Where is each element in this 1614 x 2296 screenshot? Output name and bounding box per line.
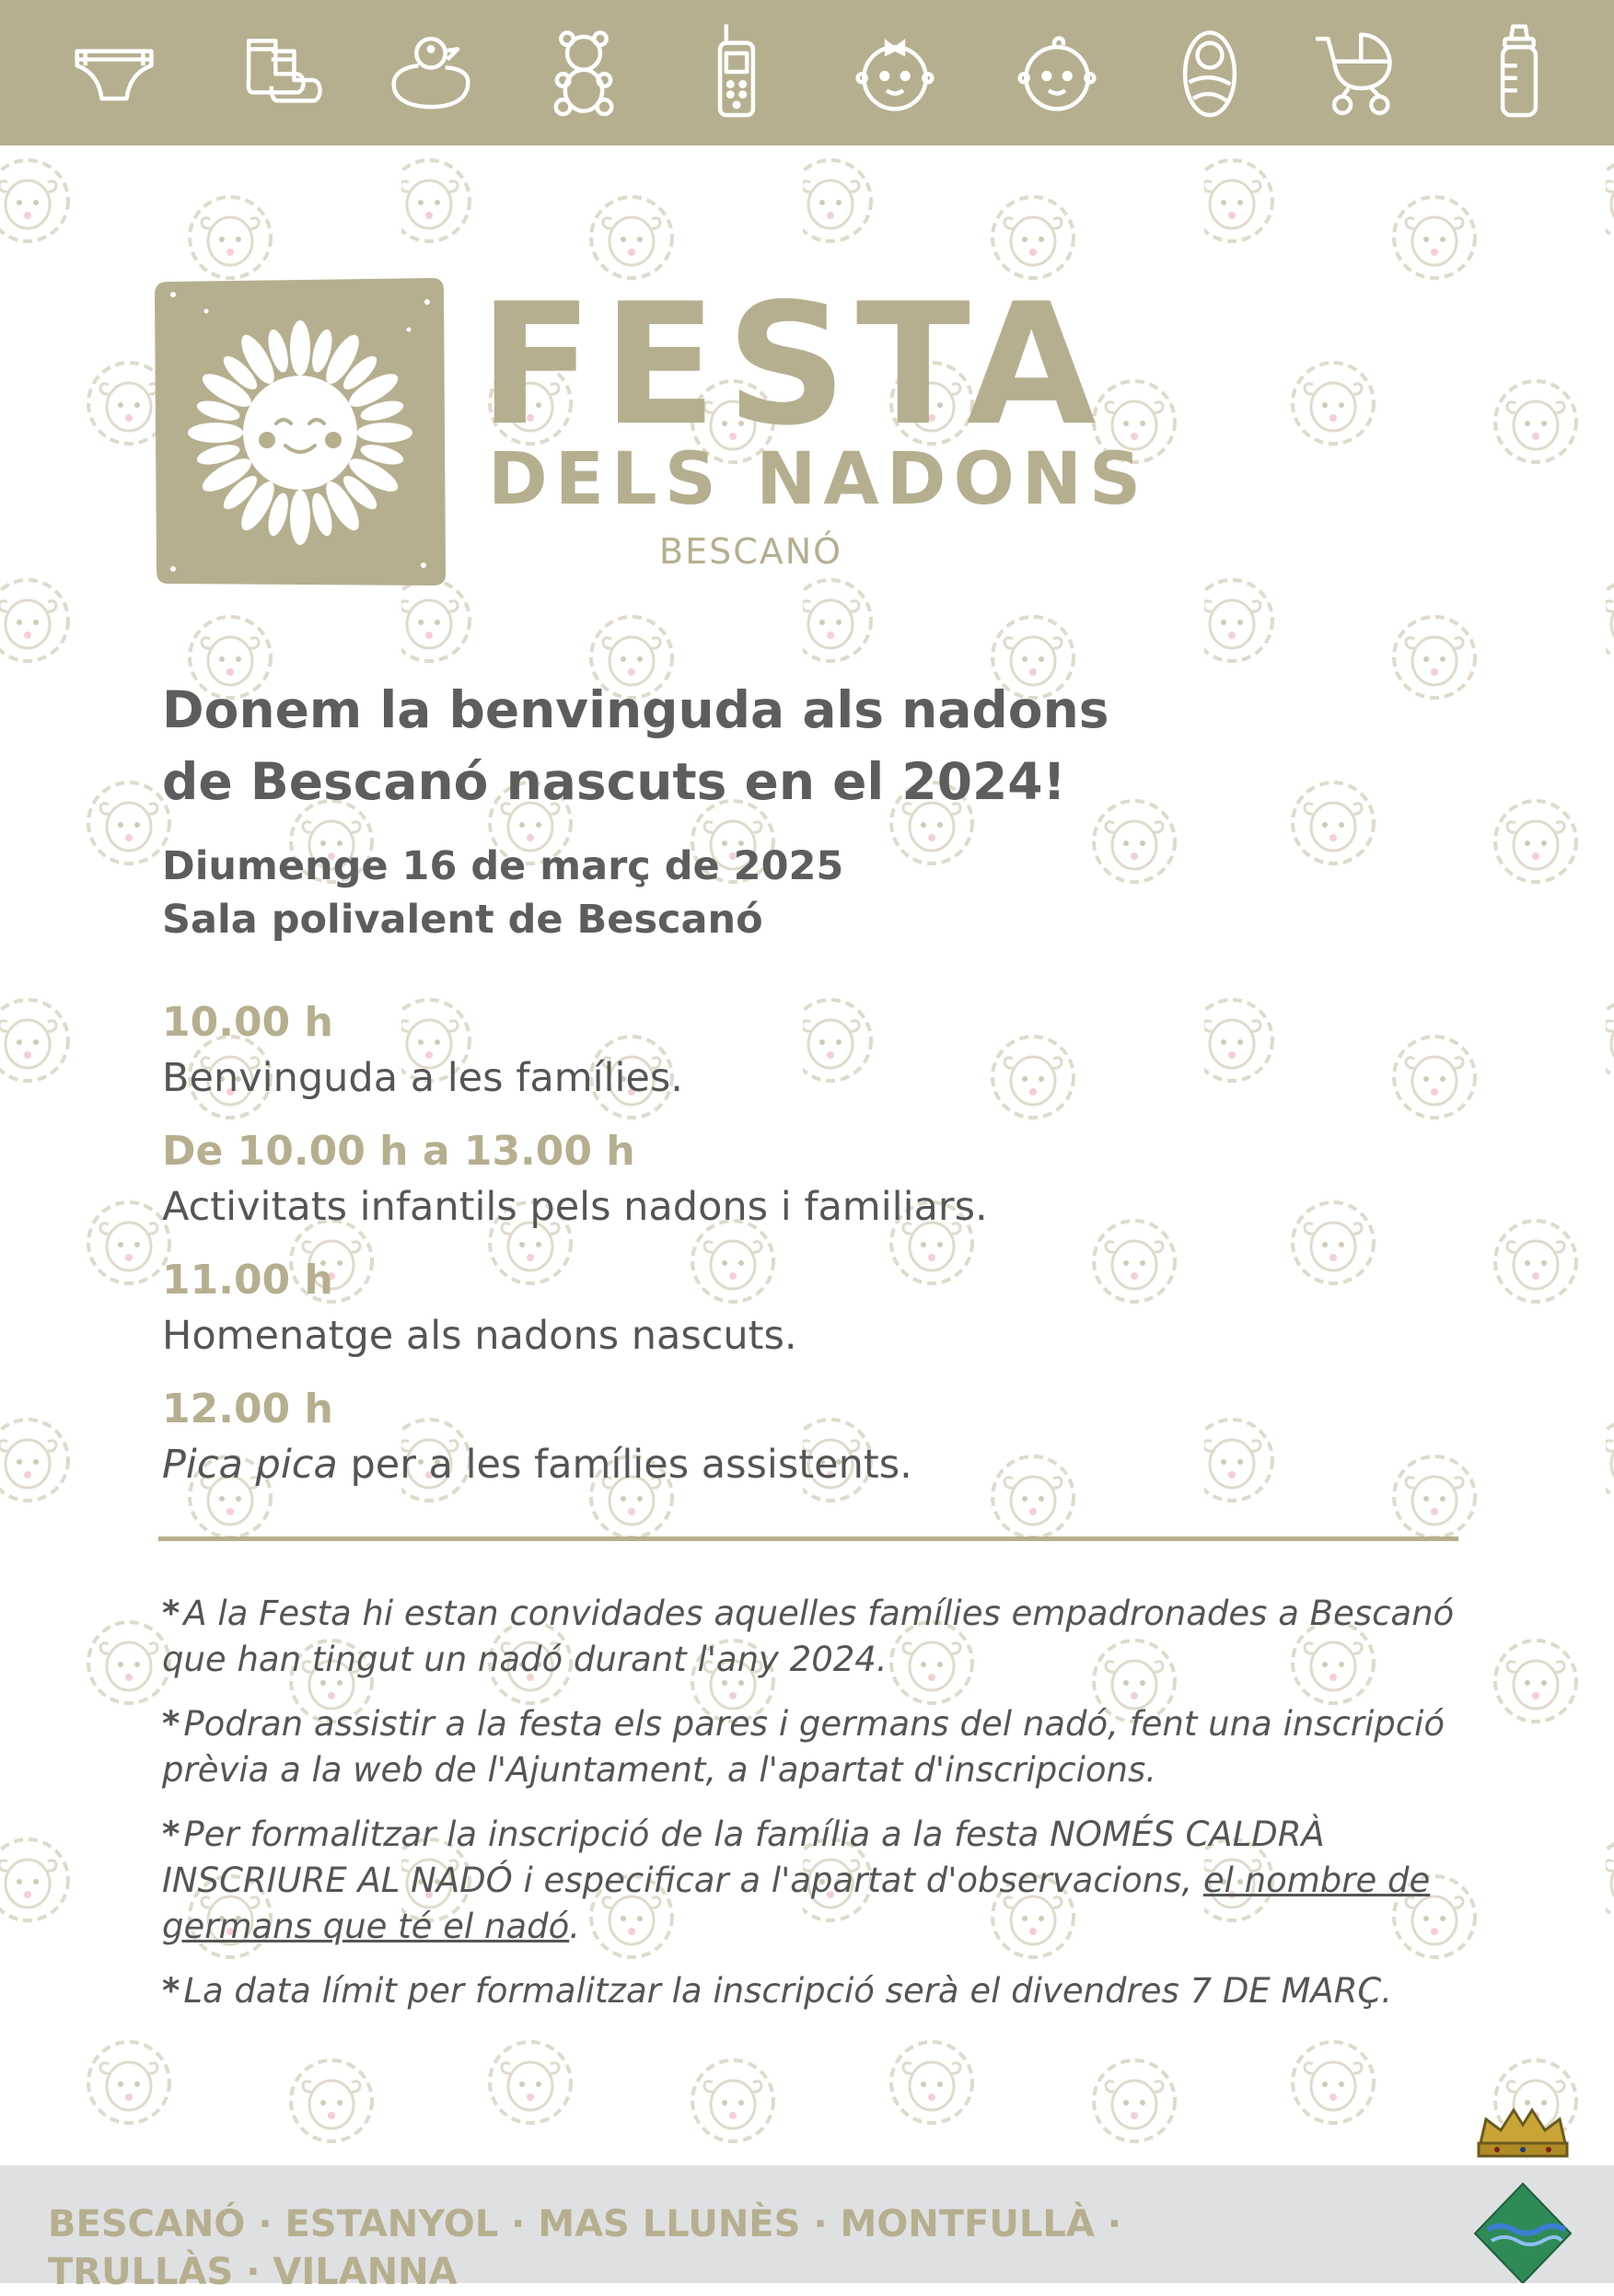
- note-asterisk: *: [162, 1971, 180, 2011]
- schedule-time: 10.00 h: [162, 999, 333, 1046]
- note-asterisk: *: [162, 1815, 180, 1854]
- schedule-description: Activitats infantils pels nadons i familiars.: [162, 1184, 988, 1230]
- baby-socks-icon: [230, 13, 333, 131]
- logo-title: FESTA: [479, 267, 1106, 462]
- schedule-item: [162, 1252, 1451, 1381]
- logo-subtitle: DELS NADONS: [488, 438, 1149, 521]
- teddy-bear-icon: [532, 13, 635, 131]
- rubber-duck-icon: [379, 13, 482, 131]
- schedule-description-emphasis: Pica pica: [162, 1442, 338, 1488]
- baby-monitor-icon: [685, 13, 788, 131]
- footer: [0, 2165, 1614, 2293]
- notes: [162, 1591, 1469, 2033]
- schedule-time: 12.00 h: [162, 1386, 333, 1432]
- note-underlined-text: el nombre de germans que té el nadó: [162, 1861, 1431, 1946]
- schedule-item: [162, 1123, 1451, 1252]
- schedule-description: Benvinguda a les famílies.: [162, 1055, 683, 1101]
- note-deadline: [162, 1968, 1469, 2014]
- note-text-end: .: [569, 1907, 580, 1946]
- schedule-time: De 10.00 h a 13.00 h: [162, 1128, 635, 1175]
- diaper-icon: [63, 13, 166, 131]
- logo-town: BESCANÓ: [659, 531, 843, 572]
- note-registration: [162, 1812, 1469, 1950]
- schedule-description-rest: per a les famílies assistents.: [337, 1442, 912, 1488]
- swaddled-baby-icon: [1158, 13, 1261, 131]
- baby-boy-face-icon: [1005, 13, 1109, 131]
- event-details: [162, 840, 843, 946]
- top-icon-band: [0, 0, 1614, 145]
- schedule-time: 11.00 h: [162, 1257, 333, 1304]
- note-asterisk: *: [162, 1594, 180, 1633]
- headline-line-1: Donem la benvinguda als nadons: [162, 680, 1109, 739]
- note-attendees: [162, 1701, 1469, 1793]
- headline-line-2: de Bescanó nascuts en el 2024!: [162, 752, 1066, 811]
- schedule-item: [162, 994, 1451, 1123]
- schedule: [162, 994, 1451, 1510]
- municipal-crest-icon: [1469, 2103, 1576, 2283]
- schedule-item: [162, 1381, 1451, 1510]
- note-text: La data límit per formalitzar la inscripció serà el divendres 7 DE MARÇ.: [183, 1971, 1393, 2011]
- note-invited-families: [162, 1591, 1469, 1683]
- footer-localities: BESCANÓ · ESTANYOL · MAS LLUNÈS · MONTFULLÀ · TRULLÀS · VILANNA: [48, 2203, 1121, 2293]
- sun-logo-icon: [151, 274, 449, 589]
- stroller-icon: [1307, 13, 1411, 131]
- note-text: Per formalitzar la inscripció de la família a la festa NOMÉS CALDRÀ INSCRIURE AL NADÓ i especificar a l'apartat d'observacions,: [162, 1815, 1325, 1900]
- event-venue: Sala polivalent de Bescanó: [162, 897, 763, 943]
- divider: [158, 1536, 1458, 1541]
- note-asterisk: *: [162, 1704, 180, 1744]
- event-date: Diumenge 16 de març de 2025: [162, 843, 844, 889]
- note-text: A la Festa hi estan convidades aquelles famílies empadronades a Bescanó que han tingut un nadó durant l'any 2024.: [162, 1594, 1455, 1679]
- page-title: [162, 674, 1267, 818]
- baby-girl-face-icon: [843, 13, 946, 131]
- schedule-description: Homenatge als nadons nascuts.: [162, 1313, 797, 1359]
- baby-bottle-icon: [1468, 13, 1571, 131]
- note-text: Podran assistir a la festa els pares i germans del nadó, fent una inscripció prèvia a la web de l'Ajuntament, a l'apartat d'inscripcions.: [162, 1704, 1446, 1790]
- schedule-description: [162, 1438, 1451, 1491]
